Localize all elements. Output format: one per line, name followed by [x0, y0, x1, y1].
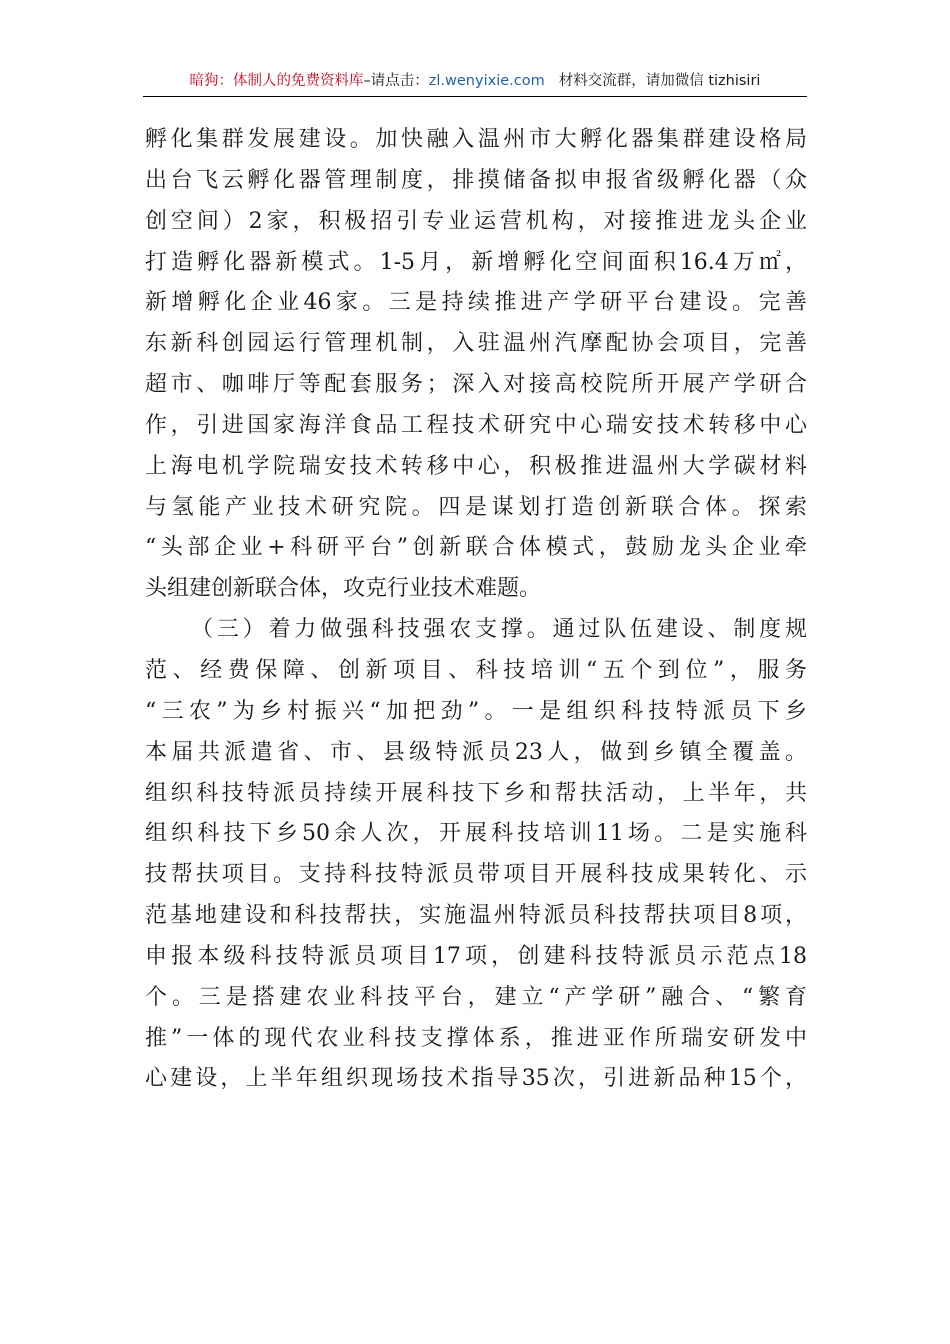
text-line: 打造孵化器新模式。1-5月，新增孵化空间面积16.4万㎡， — [145, 249, 807, 275]
section-heading-line: （三）着力做强科技强农支撑。通过队伍建设、制度规 — [191, 617, 807, 643]
text-line: 东新科创园运行管理机制，入驻温州汽摩配协会项目，完善 — [145, 331, 807, 357]
text-line: “三农”为乡村振兴“加把劲”。一是组织科技特派员下乡 — [145, 698, 807, 724]
text-line: 组织科技下乡50余人次，开展科技培训11场。二是实施科 — [145, 821, 807, 847]
header-contact: 材料交流群，请加微信 tizhisiri — [558, 73, 761, 89]
page-header — [143, 70, 807, 97]
text-line: 孵化集群发展建设。加快融入温州市大孵化器集群建设格局 — [145, 127, 807, 152]
text-line: 出台飞云孵化器管理制度，排摸储备拟申报省级孵化器（众 — [145, 167, 807, 193]
text-line: 新增孵化企业46家。三是持续推进产学研平台建设。完善 — [145, 290, 807, 316]
text-line: 范、经费保障、创新项目、科技培训“五个到位”，服务 — [145, 657, 807, 683]
text-line: 推”一体的现代农业科技支撑体系，推进亚作所瑞安研发中 — [145, 1025, 807, 1051]
paragraph-end-line: 头组建创新联合体，攻克行业技术难题。 — [145, 576, 542, 602]
text-line: 技帮扶项目。支持科技特派员带项目开展科技成果转化、示 — [145, 862, 807, 888]
document-body — [145, 120, 807, 1100]
text-line: 作，引进国家海洋食品工程技术研究中心瑞安技术转移中心 — [145, 412, 807, 438]
text-line: 范基地建设和科技帮扶，实施温州特派员科技帮扶项目8项， — [145, 903, 807, 929]
text-line: 与氢能产业技术研究院。四是谋划打造创新联合体。探索 — [145, 494, 807, 520]
text-line: 创空间）2家，积极招引专业运营机构，对接推进龙头企业 — [145, 208, 807, 234]
text-line: “头部企业+科研平台”创新联合体模式，鼓励龙头企业牵 — [145, 535, 807, 561]
header-url-link[interactable]: zl.wenyixie.com — [428, 73, 545, 89]
text-line: 个。三是搭建农业科技平台，建立“产学研”融合、“繁育 — [145, 984, 807, 1010]
text-line: 超市、咖啡厅等配套服务；深入对接高校院所开展产学研合 — [145, 372, 807, 398]
text-line: 组织科技特派员持续开展科技下乡和帮扶活动，上半年，共 — [145, 780, 807, 806]
header-brand: 暗狗：体制人的免费资料库 — [189, 73, 364, 89]
text-line: 心建设，上半年组织现场技术指导35次，引进新品种15个， — [145, 1066, 807, 1092]
text-line: 本届共派遣省、市、县级特派员23人，做到乡镇全覆盖。 — [145, 739, 807, 765]
text-line: 上海电机学院瑞安技术转移中心，积极推进温州大学碳材料 — [145, 453, 807, 479]
text-line: 申报本级科技特派员项目17项，创建科技特派员示范点18 — [145, 943, 807, 969]
header-click-prompt: –请点击： — [363, 73, 429, 89]
